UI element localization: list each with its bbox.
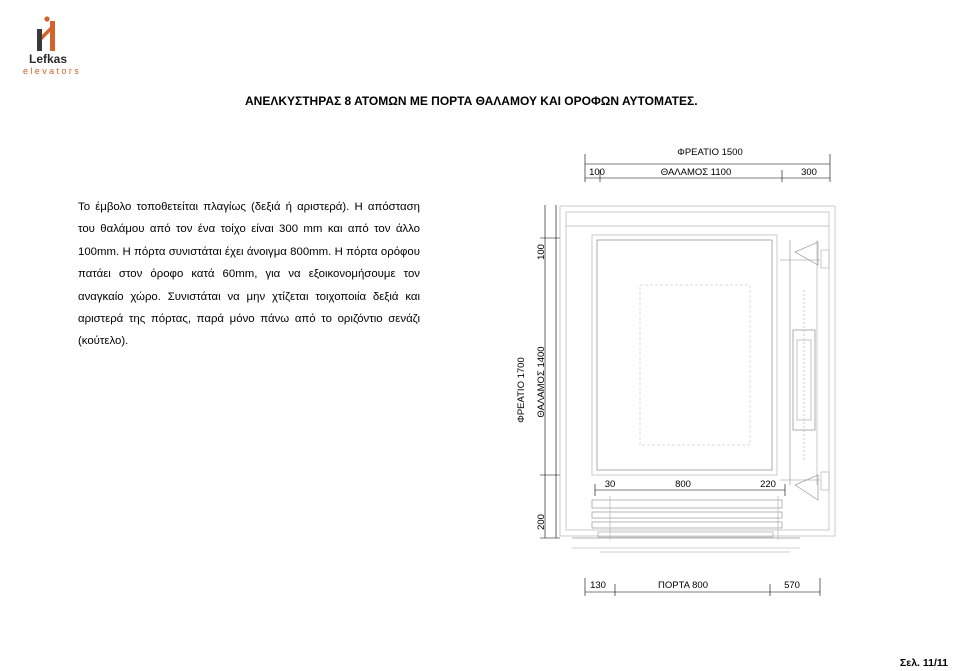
left-top-label: 100 xyxy=(536,244,547,260)
bottom-door-label: ΠΟΡΤΑ 800 xyxy=(658,580,708,591)
door-width-label: 800 xyxy=(675,479,691,490)
top-cabin-label: ΘΑΛΑΜΟΣ 1100 xyxy=(660,167,732,178)
shaft-outline xyxy=(560,206,835,536)
door-left-label: 30 xyxy=(604,479,616,490)
bottom-right-label: 570 xyxy=(784,580,800,591)
top-left-label: 100 xyxy=(589,167,605,178)
left-cabin-label: ΘΑΛΑΜΟΣ 1400 xyxy=(536,346,547,418)
door-right-label: 220 xyxy=(760,479,776,490)
cabin-outline xyxy=(592,235,777,475)
logo-tagline: elevators xyxy=(23,66,82,76)
left-bottom-label: 200 xyxy=(536,514,547,530)
page-title: ΑΝΕΛΚΥΣΤΗΡΑΣ 8 ΑΤΟΜΩΝ ΜΕ ΠΟΡΤΑ ΘΑΛΑΜΟΥ ΚΑΙ ΟΡΟΦΩΝ ΑΥΤΟΜΑΤΕΣ. xyxy=(245,94,698,108)
top-shaft-label: ΦΡΕΑΤΙΟ 1500 xyxy=(677,147,743,158)
left-shaft-label: ΦΡΕΑΤΙΟ 1700 xyxy=(516,357,527,423)
logo-brand: Lefkas xyxy=(29,52,68,66)
description-text: Το έμβολο τοποθετείται πλαγίως (δεξιά ή αριστερά). Η απόσταση του θαλάμου από τον ένα τοίχο είναι 300 mm και από τον άλλο 100mm. Η πόρτα συνιστάται έχει άνοιγμα 800mm. Η πόρτα ορόφου πατάει στον όροφο κατά 60mm, για να εξοικονομήσουμε τον αναγκαίο χώρο. Συνιστάται να μην χτίζεται τοιχοποιία δεξιά και αριστερά της πόρτας, παρά μόνο πάνω από το οριζόντιο σενάζι (κούτελο). xyxy=(78,201,420,348)
bottom-left-label: 130 xyxy=(590,580,606,591)
logo-mark-icon xyxy=(20,15,90,55)
top-right-label: 300 xyxy=(801,167,817,178)
page-number: Σελ. 11/11 xyxy=(899,657,948,669)
description xyxy=(78,196,420,353)
elevator-plan-drawing xyxy=(500,140,850,600)
